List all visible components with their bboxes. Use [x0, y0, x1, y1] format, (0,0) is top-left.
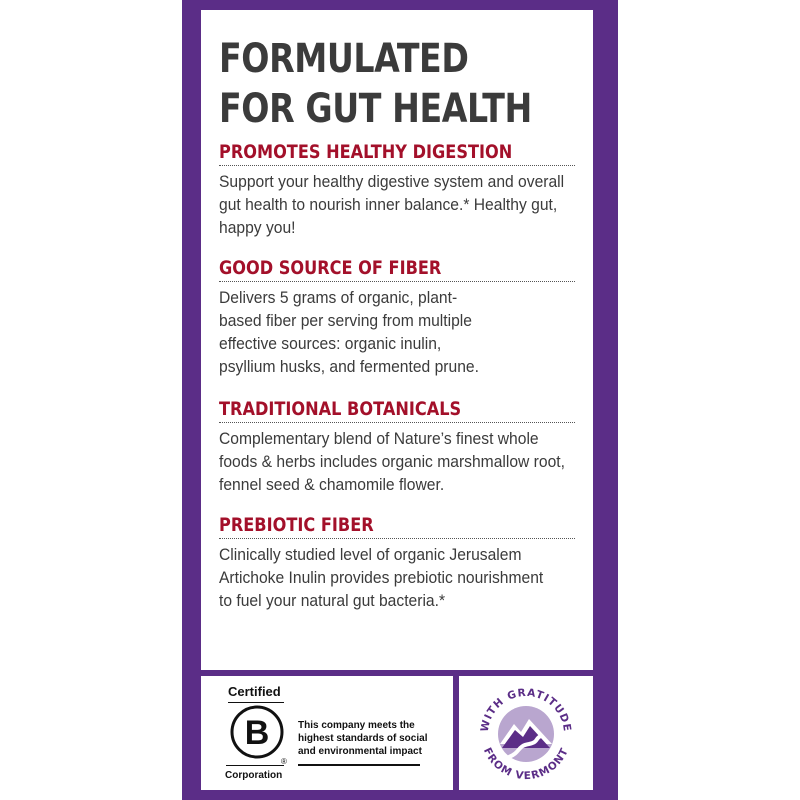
section-prebiotic-fiber — [219, 513, 575, 612]
bcorp-badge — [201, 676, 453, 790]
bcorp-certified-label: Certified — [228, 684, 281, 699]
section-body: Delivers 5 grams of organic, plant-based fiber per serving from multiple effective sources: organic inulin, psyllium husks, and fermented prune. — [219, 288, 479, 376]
dotted-divider — [219, 281, 575, 282]
title-line-2: FOR GUT HEALTH — [219, 86, 532, 132]
bcorp-statement: This company meets the highest standards of social and environmental impact — [298, 720, 428, 757]
bcorp-bottom-line — [226, 765, 284, 766]
section-body: Complementary blend of Nature’s finest whole foods & herbs includes organic marshmallow root, fennel seed & chamomile flower. — [219, 429, 565, 494]
mountain-river-icon — [469, 682, 583, 786]
bcorp-underline — [298, 764, 420, 766]
section-healthy-digestion — [219, 140, 575, 239]
dotted-divider — [219, 538, 575, 539]
dotted-divider — [219, 165, 575, 166]
section-heading: PREBIOTIC FIBER — [219, 514, 374, 536]
vermont-bottom-text: FROM VERMONT — [480, 745, 572, 783]
title-line-1: FORMULATED — [219, 36, 469, 82]
section-heading: PROMOTES HEALTHY DIGESTION — [219, 141, 513, 163]
section-fiber-source — [219, 256, 575, 378]
vermont-badge — [459, 676, 593, 790]
bcorp-logo-icon — [227, 702, 287, 766]
section-heading: TRADITIONAL BOTANICALS — [219, 398, 462, 420]
bcorp-corporation-label: Corporation — [225, 770, 283, 781]
info-card — [201, 10, 593, 670]
dotted-divider — [219, 422, 575, 423]
registered-mark: ® — [281, 757, 287, 766]
section-heading: GOOD SOURCE OF FIBER — [219, 257, 442, 279]
bcorp-letter: B — [244, 714, 270, 752]
certification-row — [201, 676, 593, 790]
vermont-top-text: WITH GRATITUDE — [478, 686, 574, 733]
section-botanicals — [219, 397, 575, 496]
page-title — [219, 34, 532, 134]
section-body: Clinically studied level of organic Jerusalem Artichoke Inulin provides prebiotic nourishment to fuel your natural gut bacteria.* — [219, 545, 544, 610]
section-body: Support your healthy digestive system and overall gut health to nourish inner balance.* Healthy gut, happy you! — [219, 172, 565, 237]
